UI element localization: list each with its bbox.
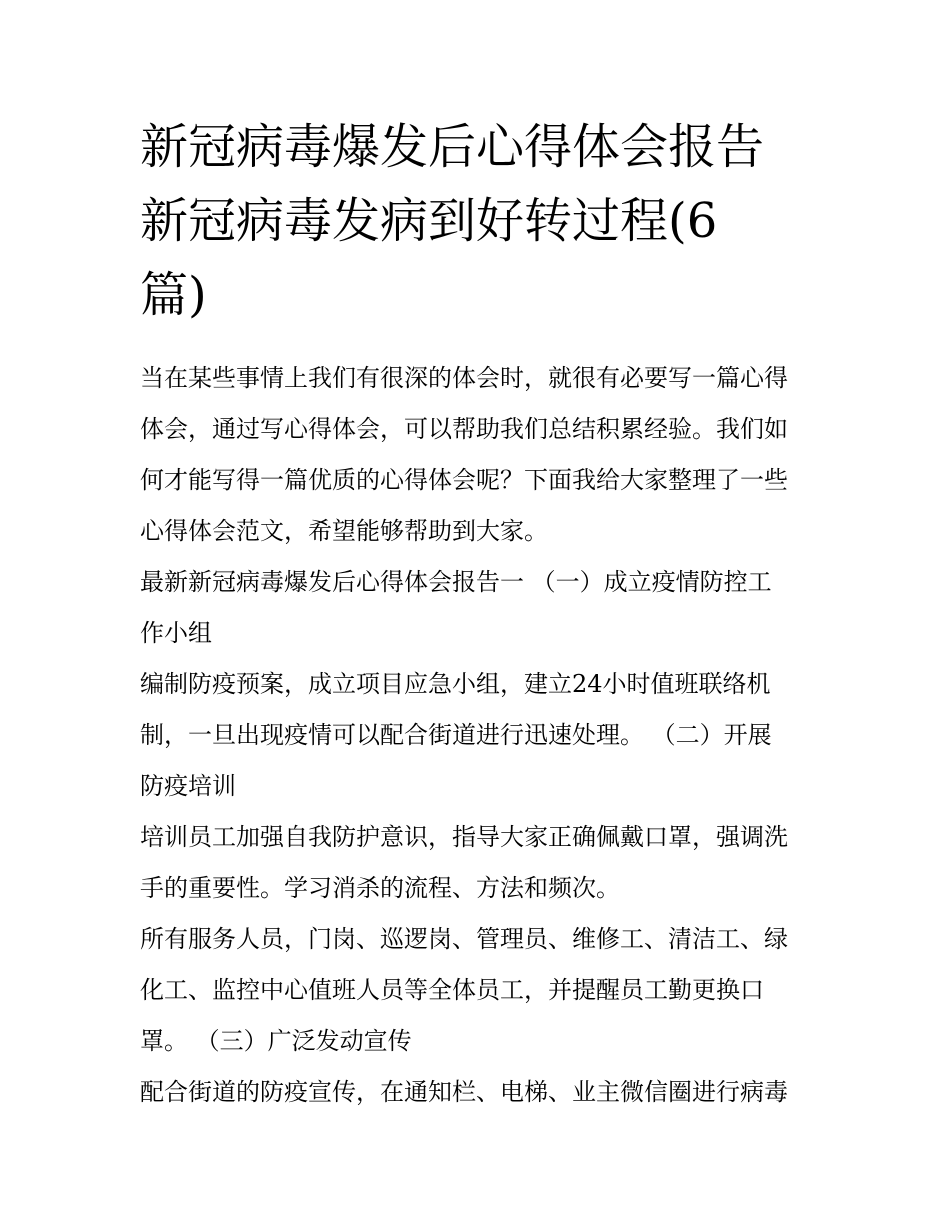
title-line: 新冠病毒爆发后心得体会报告 [140,119,765,175]
body-line: 所有服务人员，门岗、巡逻岗、管理员、维修工、清洁工、绿 [140,925,788,953]
body-line: 手的重要性。学习消杀的流程、方法和频次。 [140,874,620,902]
section-heading-line: 防疫培训 [140,772,236,800]
body-line: 心得体会范文，希望能够帮助到大家。 [140,517,548,545]
body-line: 罩。 （三）广泛发动宣传 [140,1027,412,1055]
body-line: 何才能写得一篇优质的心得体会呢？下面我给大家整理了一些 [140,466,788,494]
body-line: 配合街道的防疫宣传，在通知栏、电梯、业主微信圈进行病毒 [140,1078,788,1106]
title-line: 新冠病毒发病到好转过程(6 [140,193,718,249]
body-line: 化工、监控中心值班人员等全体员工，并提醒员工勤更换口 [140,976,764,1004]
section-heading-line: 作小组 [140,619,212,647]
document-title [140,110,820,332]
title-line: 篇) [140,267,207,323]
body-line: 体会，通过写心得体会，可以帮助我们总结积累经验。我们如 [140,415,788,443]
body-line: 培训员工加强自我防护意识，指导大家正确佩戴口罩，强调洗 [140,823,788,851]
body-line: 制，一旦出现疫情可以配合街道进行迅速处理。 （二）开展 [140,721,772,749]
document-body [140,353,820,1118]
body-line: 当在某些事情上我们有很深的体会时，就很有必要写一篇心得 [140,364,788,392]
section-heading-line: 最新新冠病毒爆发后心得体会报告一 （一）成立疫情防控工 [140,568,772,596]
body-line: 编制防疫预案，成立项目应急小组，建立24小时值班联络机 [140,670,771,698]
